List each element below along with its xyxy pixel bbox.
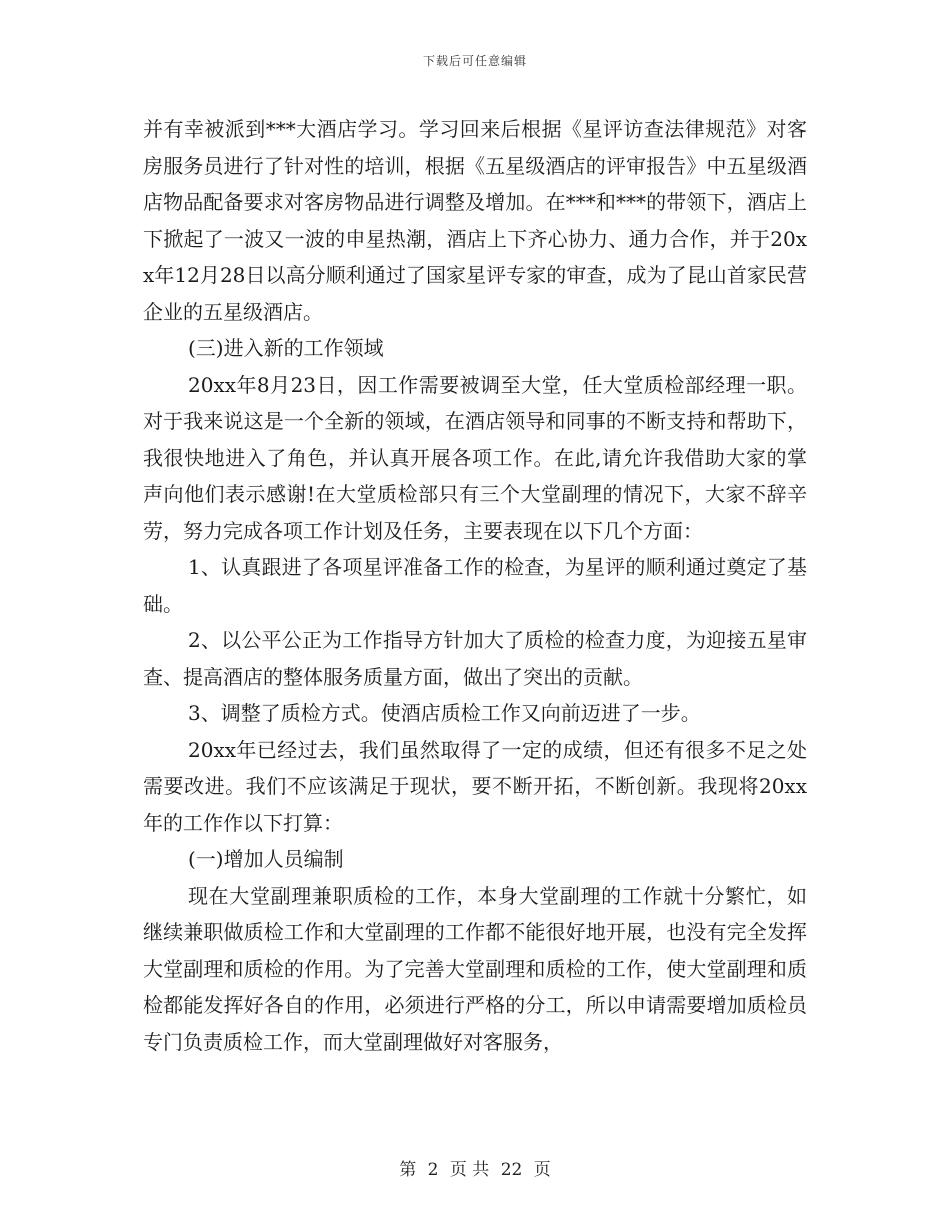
paragraph-2: 20xx年8月23日，因工作需要被调至大堂，任大堂质检部经理一职。对于我来说这是一个全新的领域，在酒店领导和同事的不断支持和帮助下，我很快地进入了角色，并认真开展各项工作。在此,请允许我借助大家的掌声向他们表示感谢!在大堂质检部只有三个大堂副理的情况下，大家不辞辛劳，努力完成各项工作计划及任务，主要表现在以下几个方面： [143, 372, 807, 543]
section-heading-1: (一)增加人员编制 [188, 847, 344, 871]
list-item-1: 1、认真跟进了各项星评准备工作的检查，为星评的顺利通过奠定了基础。 [143, 555, 807, 616]
footer-suffix: 页 [533, 1160, 551, 1180]
paragraph-3: 20xx年已经过去，我们虽然取得了一定的成绩，但还有很多不足之处需要改进。我们不应该满足于现状，要不断开拓，不断创新。我现将20xx年的工作作以下打算： [143, 737, 807, 835]
page-header: 下载后可任意编辑 [422, 54, 527, 68]
paragraph-1: 并有幸被派到***大酒店学习。学习回来后根据《星评访查法律规范》对客房服务员进行了针对性的培训，根据《五星级酒店的评审报告》中五星级酒店物品配备要求对客房物品进行调整及增加。在***和***的带领下，酒店上下掀起了一波又一波的申星热潮，酒店上下齐心协力、通力合作，并于20xx年12月28日以高分顺利通过了国家星评专家的审查，成为了昆山首家民营企业的五星级酒店。 [143, 117, 807, 324]
footer-total-pages: 22 [500, 1160, 523, 1180]
section-heading-3: (三)进入新的工作领域 [188, 336, 384, 360]
page-footer [0, 1155, 950, 1180]
list-item-2: 2、以公平公正为工作指导方针加大了质检的检查力度，为迎接五星审查、提高酒店的整体服务质量方面，做出了突出的贡献。 [143, 628, 807, 689]
document-body [143, 111, 807, 1060]
list-item-3: 3、调整了质检方式。使酒店质检工作又向前迈进了一步。 [188, 701, 701, 725]
footer-prefix: 第 [399, 1160, 417, 1180]
paragraph-4: 现在大堂副理兼职质检的工作，本身大堂副理的工作就十分繁忙，如继续兼职做质检工作和大堂副理的工作都不能很好地开展，也没有完全发挥大堂副理和质检的作用。为了完善大堂副理和质检的工作，使大堂副理和质检都能发挥好各自的作用，必须进行严格的分工，所以申请需要增加质检员专门负责质检工作，而大堂副理做好对客服务， [143, 883, 807, 1054]
footer-current-page: 2 [427, 1160, 439, 1180]
footer-middle: 页 共 [449, 1160, 490, 1180]
